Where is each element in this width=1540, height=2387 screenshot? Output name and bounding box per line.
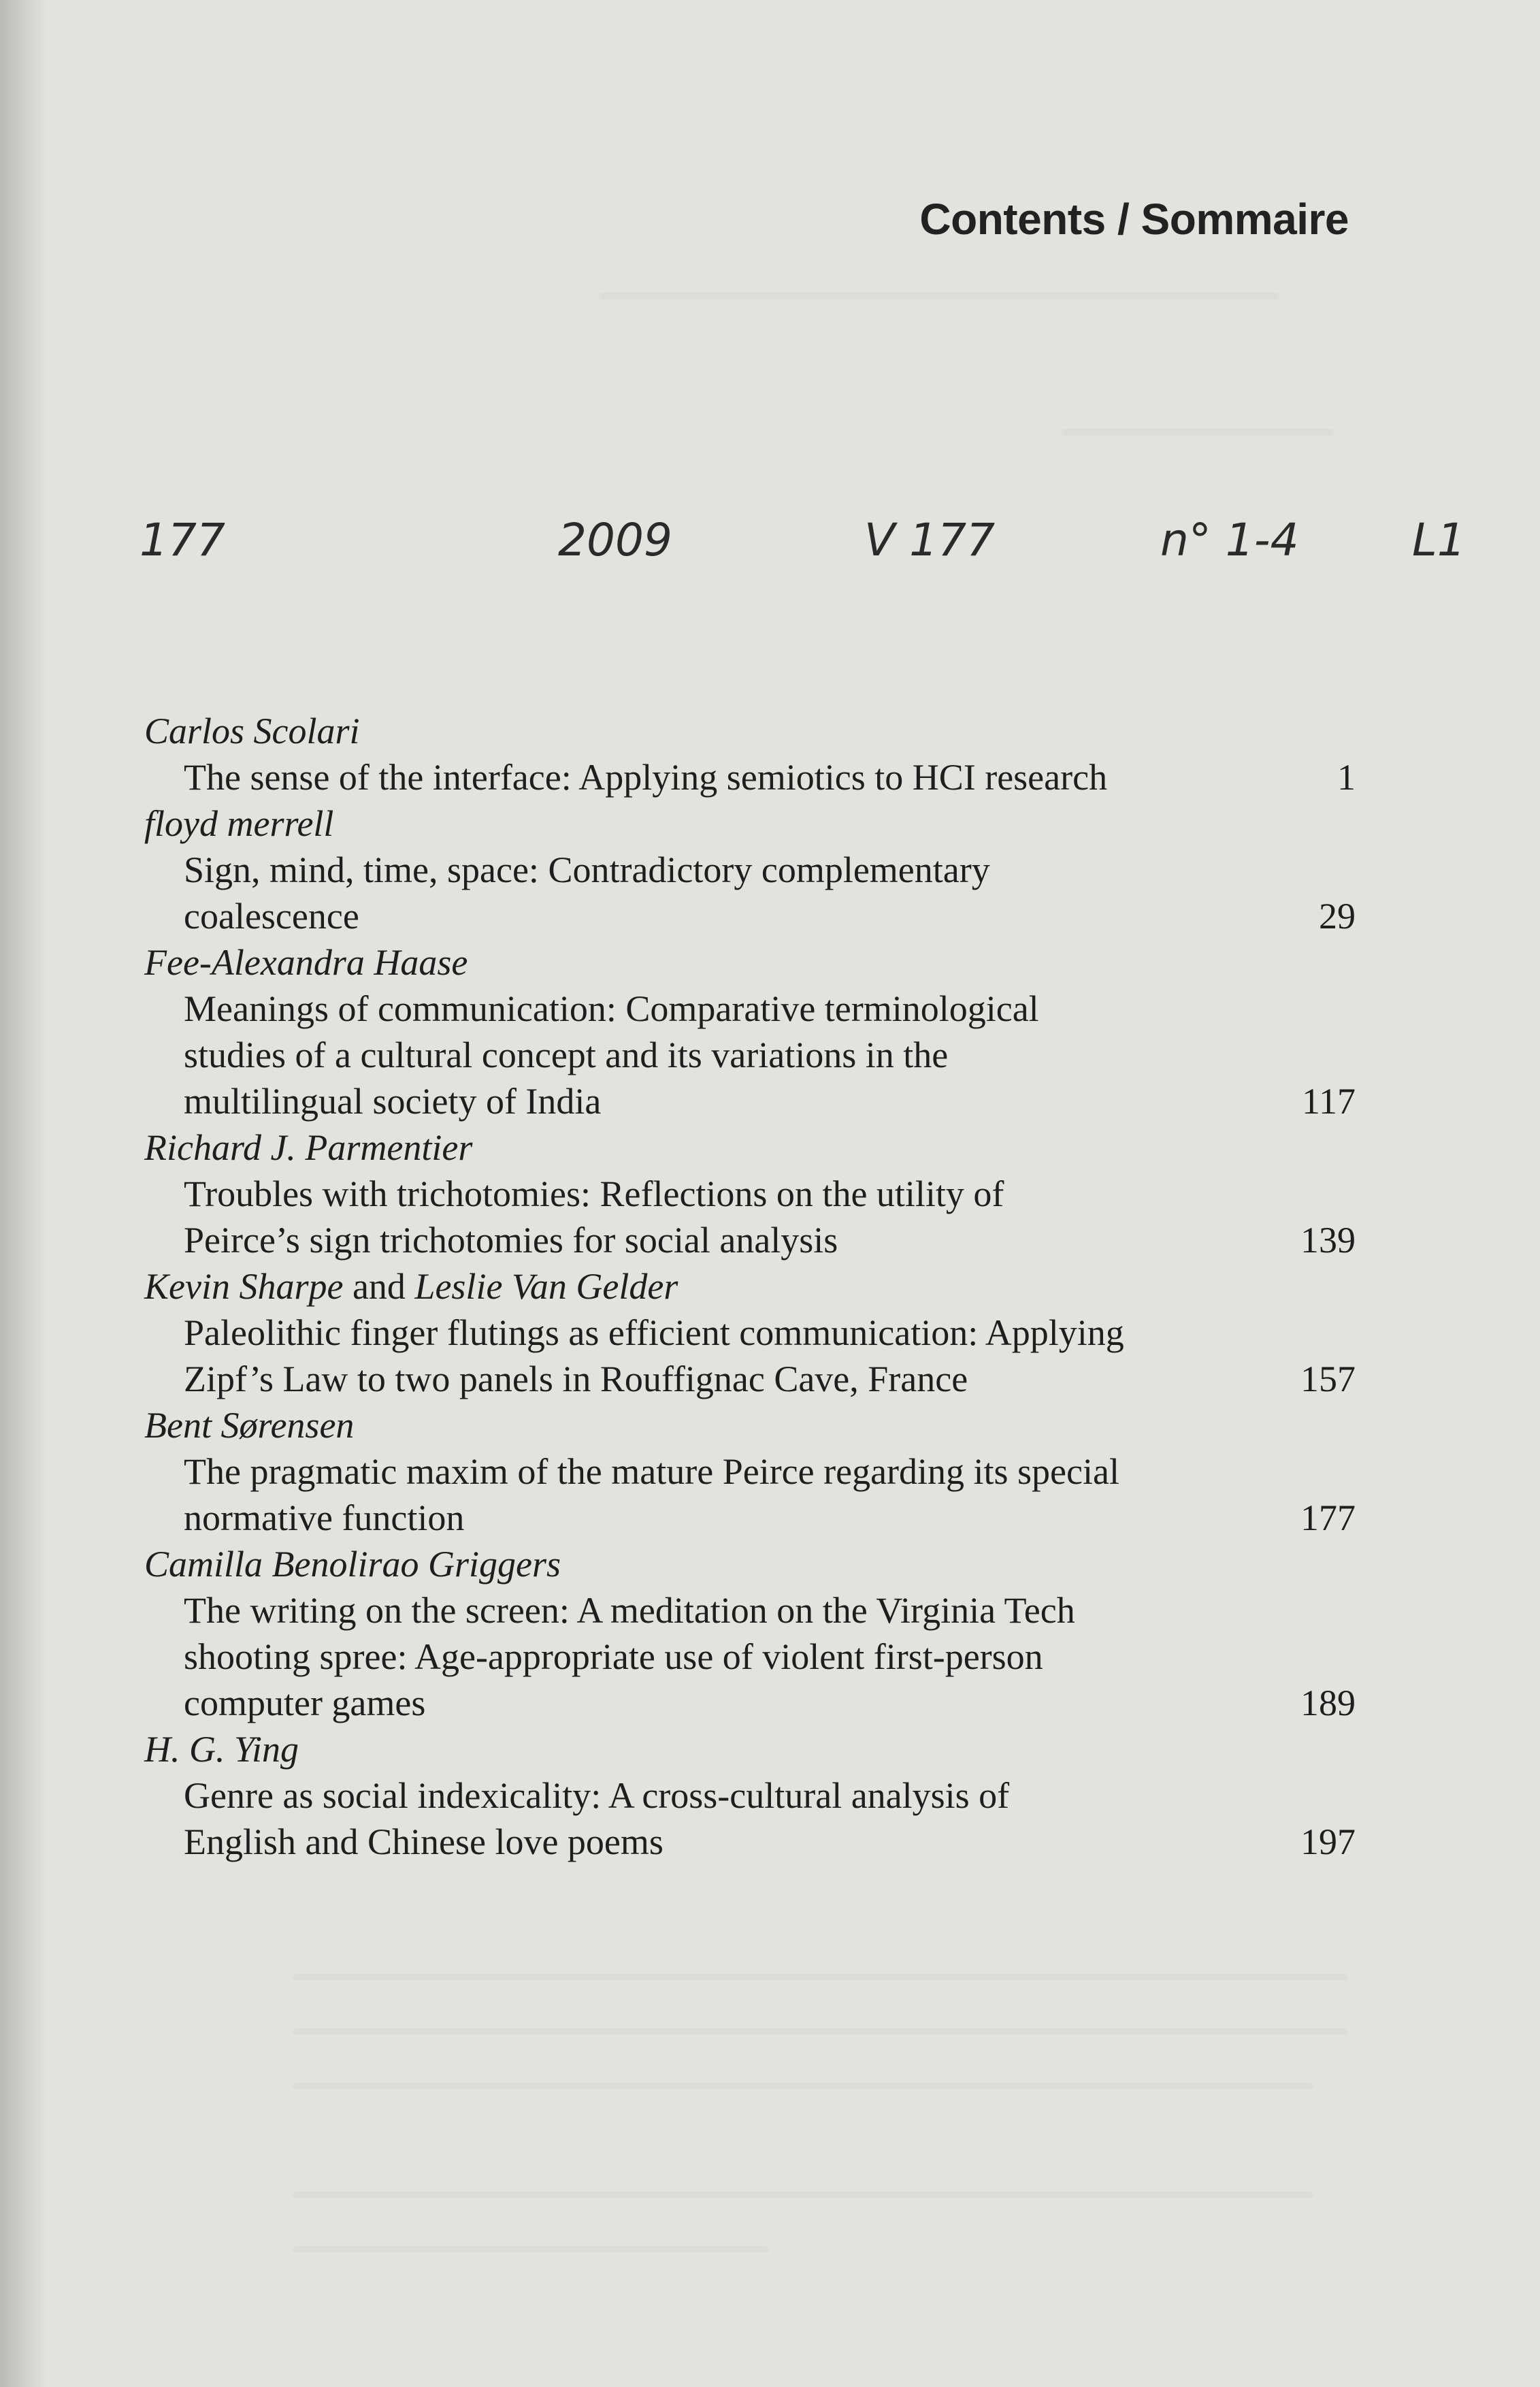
entry-title-line: coalescence <box>184 896 359 937</box>
handwritten-year: 2009 <box>558 514 672 566</box>
handwritten-annotations <box>0 493 1540 589</box>
entry-page-number: 117 <box>1302 1081 1356 1122</box>
handwritten-volume: V 177 <box>864 514 996 566</box>
entry-page-number: 29 <box>1319 896 1356 937</box>
entry-title-line: English and Chinese love poems <box>184 1821 663 1862</box>
entry-title <box>144 847 1356 939</box>
handwritten-mark: L1 <box>1412 514 1466 566</box>
entry-title <box>144 1448 1356 1541</box>
entry-page-number: 197 <box>1300 1821 1356 1862</box>
entry-title-line: studies of a cultural concept and its variations in the <box>184 1035 949 1075</box>
entry-title-line: Zipf’s Law to two panels in Rouffignac Cave, France <box>184 1359 968 1399</box>
toc-entry <box>144 939 1356 1124</box>
entry-page-number: 1 <box>1337 757 1356 798</box>
entry-title <box>144 1772 1356 1865</box>
handwritten-code: 177 <box>140 514 225 566</box>
entry-author: floyd merrell <box>144 803 334 844</box>
entry-page-number: 157 <box>1300 1359 1356 1399</box>
show-through-line <box>293 2246 769 2253</box>
toc-entry <box>144 1124 1356 1263</box>
entry-author: Bent Sørensen <box>144 1405 355 1446</box>
entry-page-number: 177 <box>1300 1497 1356 1538</box>
entry-author: Kevin Sharpe <box>144 1266 344 1307</box>
binding-shadow <box>0 0 48 2387</box>
show-through-line <box>293 2028 1347 2035</box>
toc-entry <box>144 1263 1356 1402</box>
table-of-contents <box>144 708 1356 1865</box>
entry-title-line: Paleolithic finger flutings as efficient communication: Applying <box>184 1312 1124 1353</box>
author-joiner: and <box>352 1266 406 1307</box>
show-through-line <box>599 293 1279 299</box>
entry-title <box>144 754 1356 800</box>
toc-entry <box>144 1726 1356 1865</box>
toc-entry <box>144 1541 1356 1726</box>
entry-title <box>144 1310 1356 1402</box>
entry-title-line: Sign, mind, time, space: Contradictory complementary <box>184 849 990 890</box>
entry-title-line: Peirce’s sign trichotomies for social analysis <box>184 1220 838 1261</box>
entry-author: H. G. Ying <box>144 1729 299 1770</box>
entry-title-line: The sense of the interface: Applying semiotics to HCI research <box>184 757 1108 798</box>
toc-entry <box>144 800 1356 939</box>
entry-page-number: 139 <box>1300 1220 1356 1261</box>
show-through-line <box>293 2192 1313 2198</box>
handwritten-issue: n° 1-4 <box>1160 514 1299 566</box>
entry-author: Camilla Benolirao Griggers <box>144 1544 561 1585</box>
show-through-line <box>293 2083 1313 2090</box>
entry-authors <box>144 1263 1356 1310</box>
toc-entry <box>144 708 1356 800</box>
entry-author: Fee-Alexandra Haase <box>144 942 468 983</box>
entry-title-line: The writing on the screen: A meditation on the Virginia Tech <box>184 1590 1075 1631</box>
show-through-line <box>1062 429 1334 436</box>
entry-title-line: multilingual society of India <box>184 1081 602 1122</box>
entry-title-line: Troubles with trichotomies: Reflections on the utility of <box>184 1173 1004 1214</box>
entry-title-line: Genre as social indexicality: A cross-cultural analysis of <box>184 1775 1010 1816</box>
page-heading: Contents / Sommaire <box>919 195 1349 244</box>
entry-title-line: shooting spree: Age-appropriate use of violent first-person <box>184 1636 1043 1677</box>
entry-author-2: Leslie Van Gelder <box>414 1266 678 1307</box>
entry-title-line: computer games <box>184 1683 426 1723</box>
entry-title-line: Meanings of communication: Comparative terminological <box>184 988 1039 1029</box>
show-through-line <box>293 1974 1347 1981</box>
entry-title-line: normative function <box>184 1497 465 1538</box>
entry-title <box>144 1171 1356 1263</box>
entry-page-number: 189 <box>1300 1683 1356 1723</box>
entry-title <box>144 1587 1356 1726</box>
entry-author: Richard J. Parmentier <box>144 1127 473 1168</box>
entry-title <box>144 986 1356 1124</box>
entry-author: Carlos Scolari <box>144 711 360 751</box>
entry-title-line: The pragmatic maxim of the mature Peirce regarding its special <box>184 1451 1119 1492</box>
toc-entry <box>144 1402 1356 1541</box>
